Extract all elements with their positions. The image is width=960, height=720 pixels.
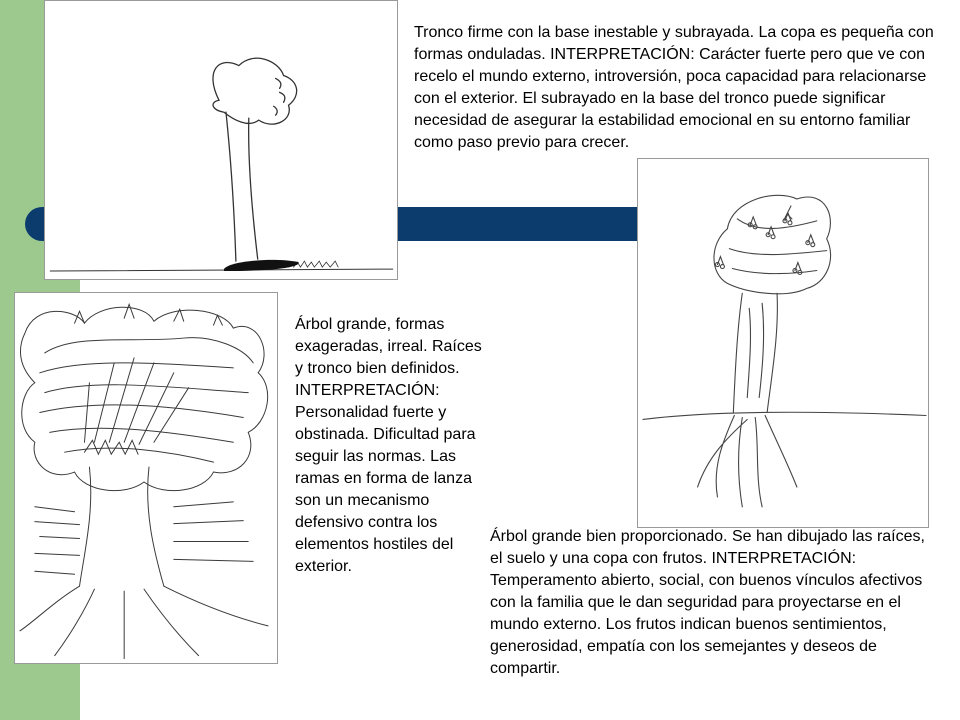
caption-fruit-tree: Árbol grande bien proporcionado. Se han dibujado las raíces, el suelo y una copa con frutos. INTERPRETACIÓN: Temperamento abierto, social, con buenos vínculos afectivos con la familia que le dan seguridad para proyectarse en el mundo externo. Los frutos indican buenos sentimientos, generosidad, empatía con los semejantes y deseos de compartir. — [490, 528, 925, 677]
drawing-big-tree — [14, 292, 278, 664]
thin-tree-sketch — [45, 1, 397, 279]
fruit-tree-sketch — [638, 159, 928, 527]
drawing-thin-tree — [44, 0, 398, 280]
big-tree-sketch — [15, 293, 277, 663]
drawing-fruit-tree — [637, 158, 929, 528]
caption-thin-tree: Tronco firme con la base inestable y subrayada. La copa es pequeña con formas onduladas. INTERPRETACIÓN: Carácter fuerte pero que ve con recelo el mundo externo, introversión, poca capacidad para relacionarse con el exterior. El subrayado en la base del tronco puede significar necesidad de asegurar la estabilidad emocional en su entorno familiar como paso previo para crecer. — [414, 24, 934, 151]
caption-big-tree: Árbol grande, formas exageradas, irreal. Raíces y tronco bien definidos. INTERPRETACIÓN: Personalidad fuerte y obstinada. Dificultad para seguir las normas. Las ramas en forma de lanza son un mecanismo defensivo contra los elementos hostiles del exterior. — [295, 316, 482, 575]
